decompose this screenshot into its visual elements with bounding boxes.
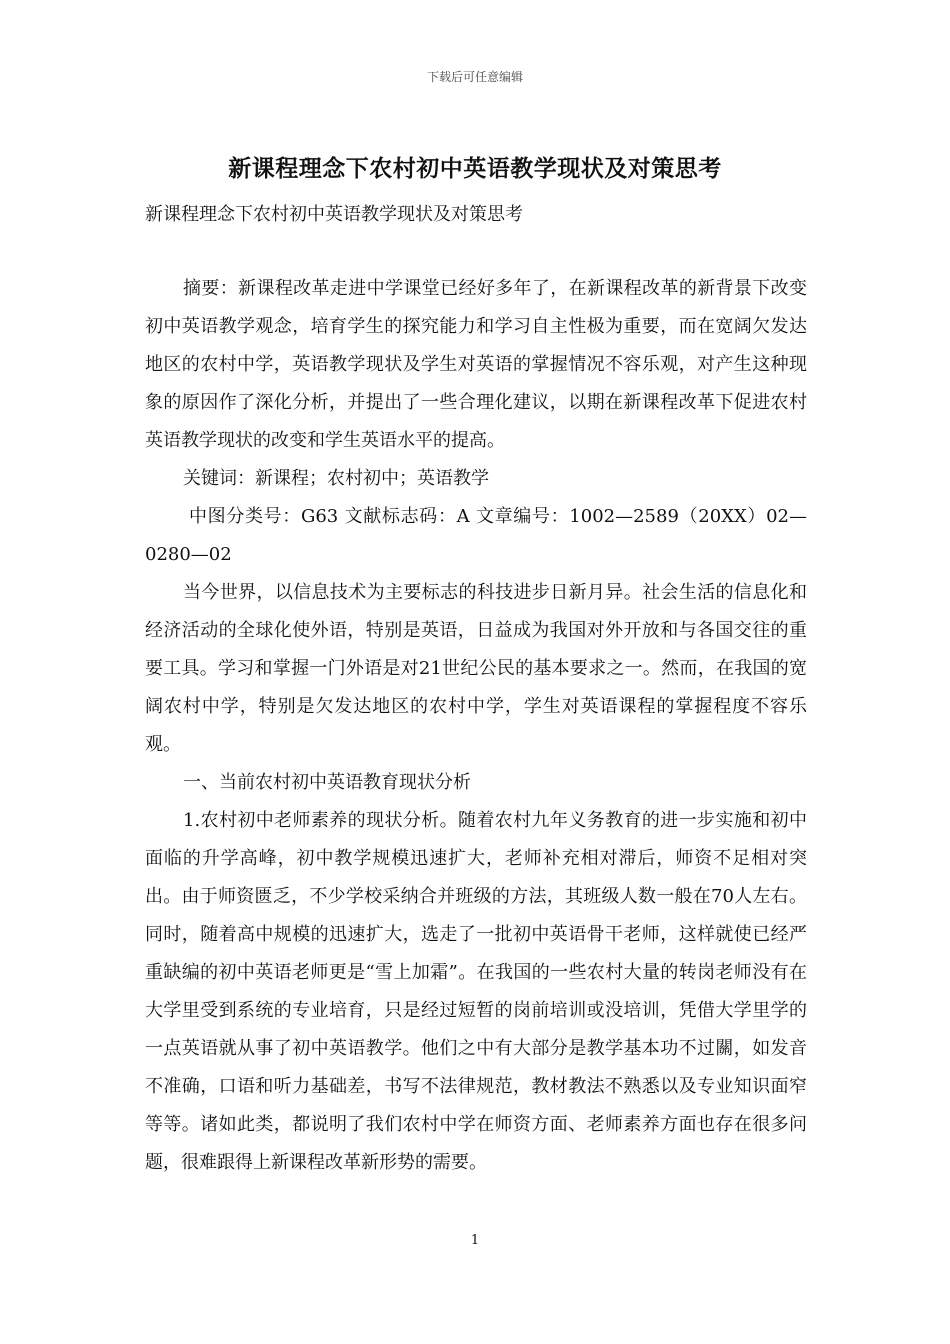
intro-paragraph: 当今世界，以信息技术为主要标志的科技进步日新月异。社会生活的信息化和经济活动的全球化使外语，特别是英语，日益成为我国对外开放和与各国交往的重要工具。学习和掌握一门外语是对21世纪公民的基本要求之一。然而，在我国的宽阔农村中学，特别是欠发达地区的农村中学，学生对英语课程的掌握程度不容乐观。 (145, 582, 807, 755)
abstract-paragraph: 摘要：新课程改革走进中学课堂已经好多年了，在新课程改革的新背景下改变初中英语教学观念，培育学生的探究能力和学习自主性极为重要，而在宽阔欠发达地区的农村中学，英语教学现状及学生对英语的掌握情况不容乐观，对产生这种现象的原因作了深化分析，并提出了一些合理化建议，以期在新课程改革下促进农村英语教学现状的改变和学生英语水平的提高。 (145, 278, 807, 451)
section-heading: 一、当前农村初中英语教育现状分析 (183, 772, 471, 793)
section-paragraph: 1.农村初中老师素养的现状分析。随着农村九年义务教育的进一步实施和初中面临的升学高峰，初中教学规模迅速扩大，老师补充相对滞后，师资不足相对突出。由于师资匮乏，不少学校采纳合并班级的方法，其班级人数一般在70人左右。同时，随着高中规模的迅速扩大，选走了一批初中英语骨干老师，这样就使已经严重缺编的初中英语老师更是“雪上加霜”。在我国的一些农村大量的转岗老师没有在大学里受到系统的专业培育，只是经过短暂的岗前培训或没培训，凭借大学里学的一点英语就从事了初中英语教学。他们之中有大部分是教学基本功不过關，如发音不准确，口语和听力基础差，书写不法律规范，教材教法不熟悉以及专业知识面窄等等。诸如此类，都说明了我们农村中学在师资方面、老师素养方面也存在很多问题，很难跟得上新课程改革新形势的需要。 (145, 810, 807, 1173)
document-body (145, 270, 807, 1182)
page-number: 1 (470, 1233, 480, 1248)
document-subtitle: 新课程理念下农村初中英语教学现状及对策思考 (145, 204, 523, 225)
classification-line: 中图分类号：G63 文献标志码：A 文章编号：1002—2589（20XX）02—0280—02 (145, 506, 807, 565)
keywords-line: 关键词：新课程；农村初中；英语教学 (183, 468, 489, 489)
page-header-note: 下载后可任意编辑 (426, 70, 523, 84)
document-title: 新课程理念下农村初中英语教学现状及对策思考 (228, 155, 722, 182)
